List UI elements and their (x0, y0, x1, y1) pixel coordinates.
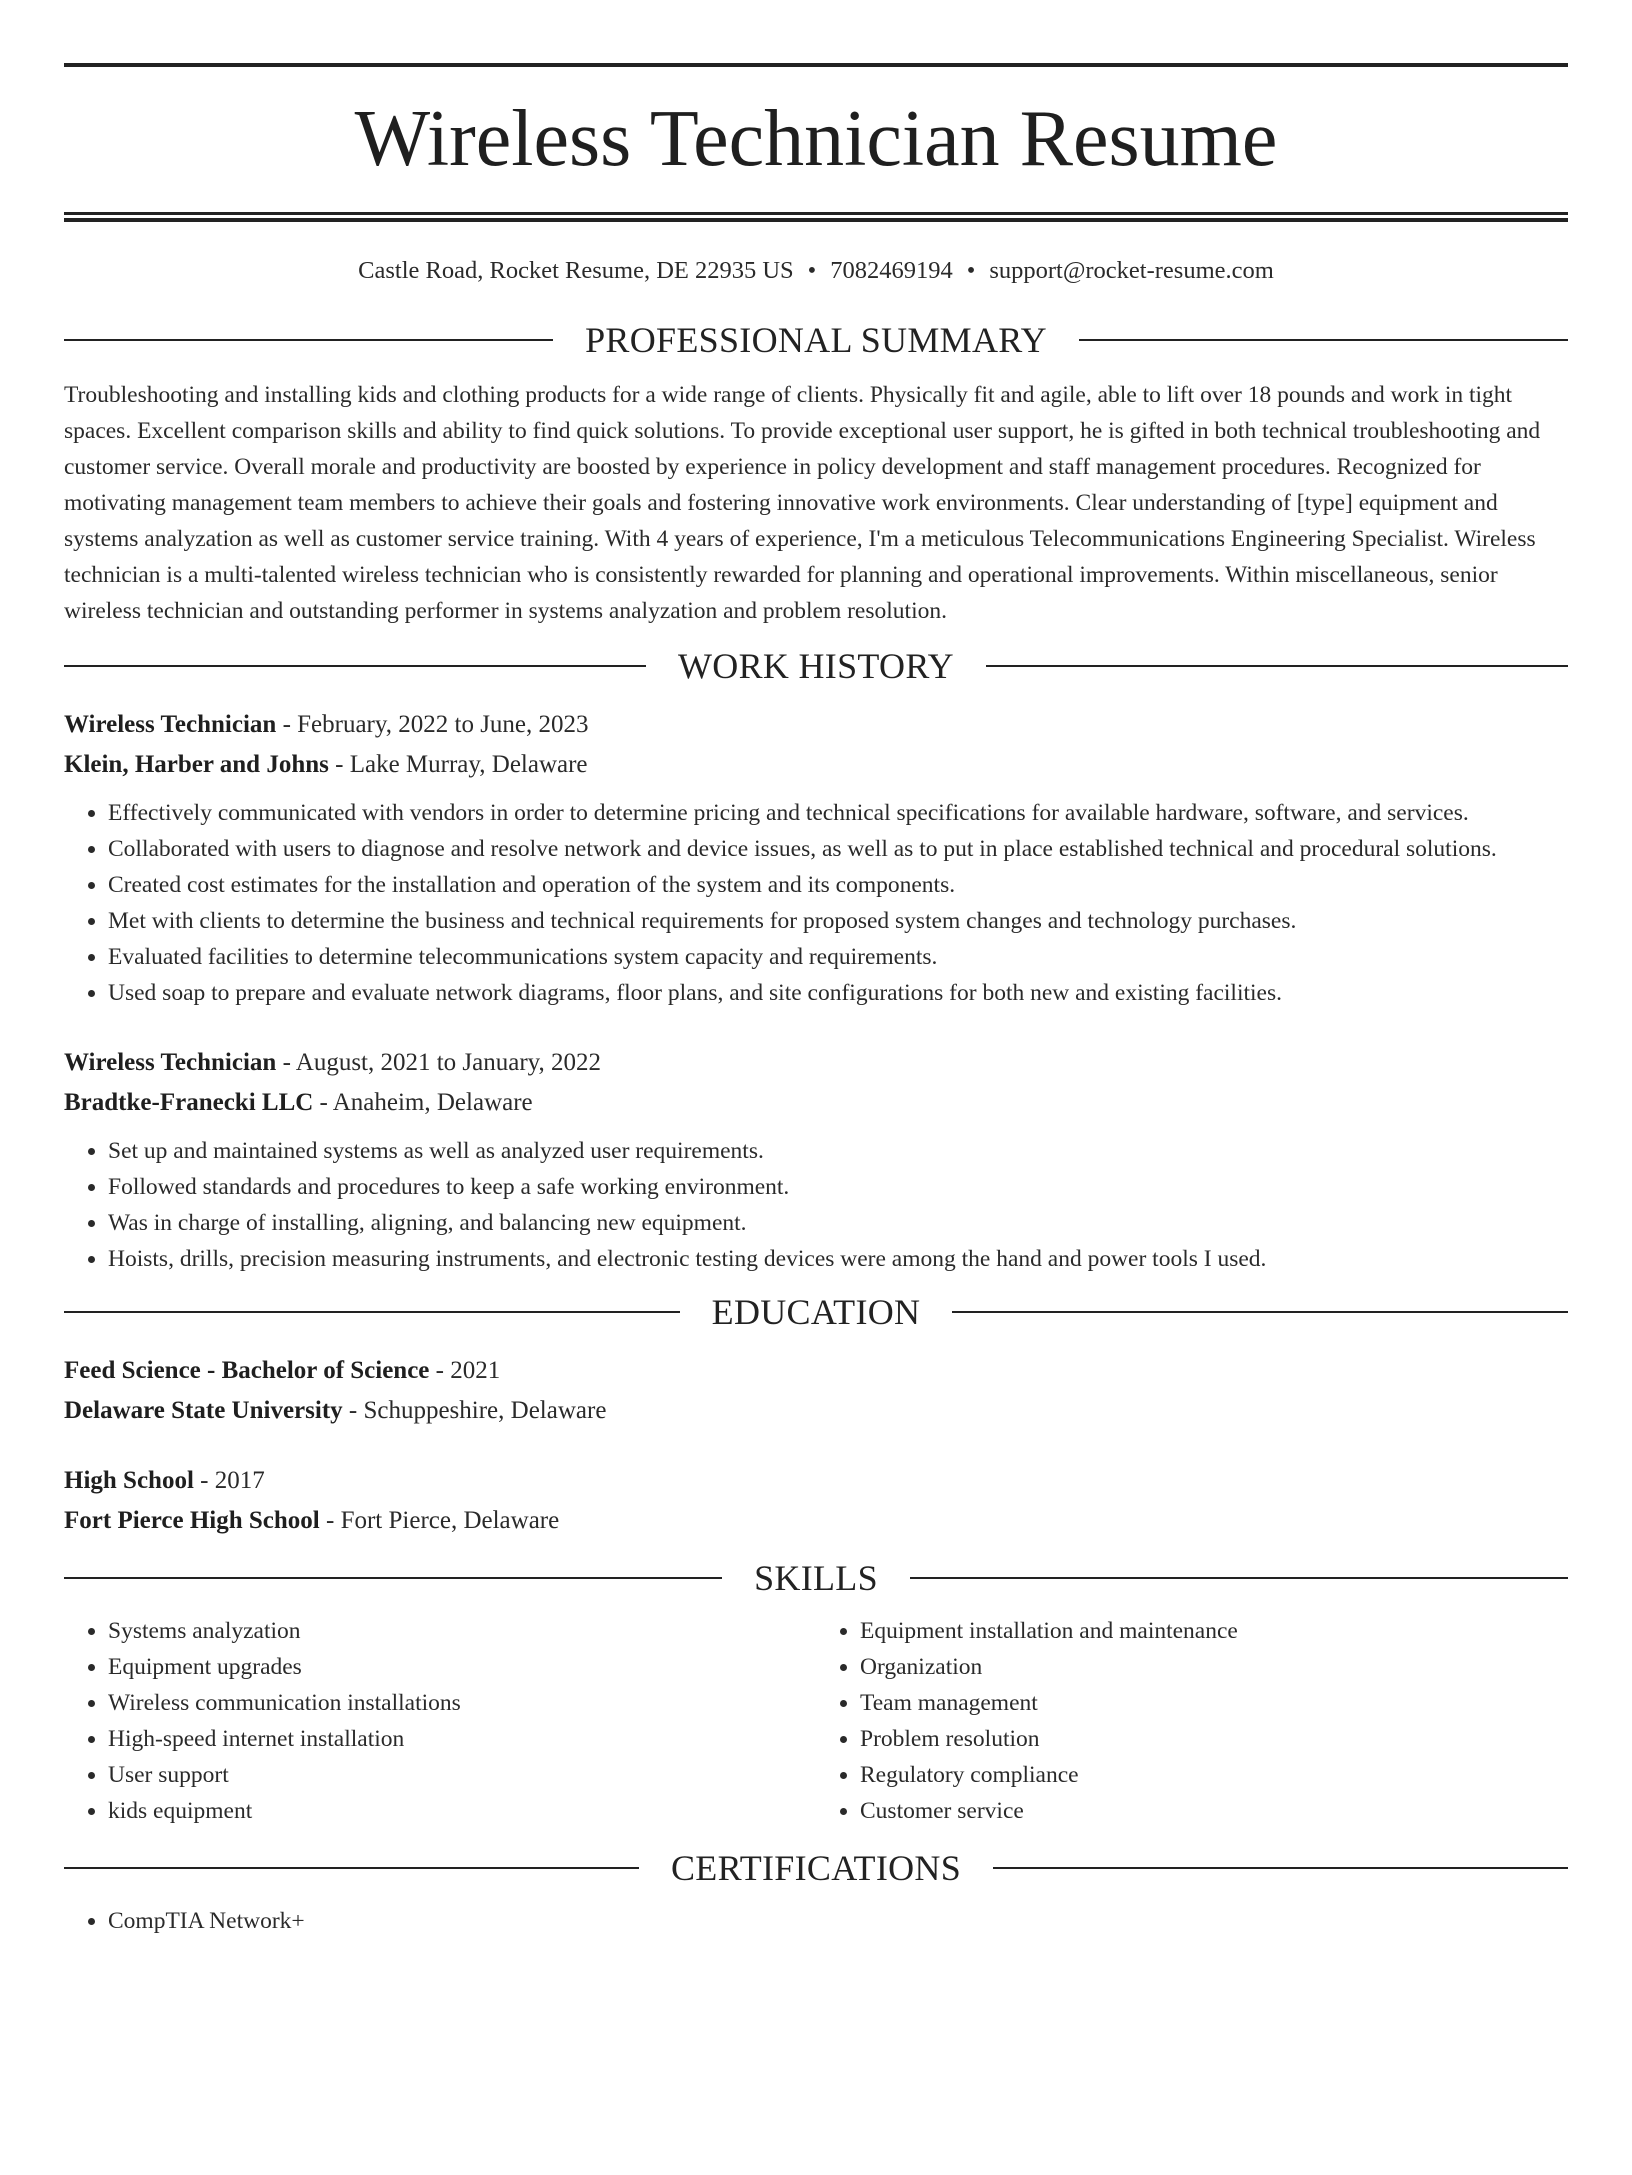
skill-item: • Problem resolution (860, 1721, 1568, 1757)
skill-item: • Team management (860, 1685, 1568, 1721)
job-bullet: • Met with clients to determine the business and technical requirements for proposed system changes and technology purchases. (108, 903, 1568, 939)
resume-title: Wireless Technician Resume (354, 95, 1278, 183)
contact-separator: • (807, 257, 817, 284)
divider-line (64, 339, 553, 341)
certifications-list (64, 1903, 1568, 1939)
contact-email: support@rocket-resume.com (989, 257, 1274, 284)
section-heading-certifications (64, 1843, 1568, 1893)
education-entry (64, 1351, 1568, 1431)
section-title: PROFESSIONAL SUMMARY (585, 320, 1047, 360)
contact-address: Castle Road, Rocket Resume, DE 22935 US (358, 257, 794, 284)
skill-item: • High-speed internet installation (108, 1721, 816, 1757)
skill-item: • Wireless communication installations (108, 1685, 816, 1721)
job-bullet: • Evaluated facilities to determine telecommunications system capacity and requirements. (108, 939, 1568, 975)
job-location: - Anaheim, Delaware (313, 1089, 533, 1116)
education-school-line (64, 1501, 1568, 1541)
skills-column-right (816, 1613, 1568, 1829)
job-role: Wireless Technician (64, 711, 277, 738)
job-company-line (64, 745, 1568, 785)
job-bullet: • Effectively communicated with vendors in order to determine pricing and technical specifications for available hardware, software, and services. (108, 795, 1568, 831)
divider-line (64, 665, 646, 667)
section-title: SKILLS (754, 1558, 878, 1598)
job-company-line (64, 1083, 1568, 1123)
skill-item: • Regulatory compliance (860, 1757, 1568, 1793)
job-bullets (64, 795, 1568, 1011)
education-entry (64, 1461, 1568, 1541)
job-bullet: • Set up and maintained systems as well as analyzed user requirements. (108, 1133, 1568, 1169)
section-heading-summary (64, 315, 1568, 365)
divider-line (986, 665, 1568, 667)
job-entry (64, 1043, 1568, 1277)
contact-separator: • (966, 257, 976, 284)
job-bullet: • Used soap to prepare and evaluate network diagrams, floor plans, and site configurations for both new and existing facilities. (108, 975, 1568, 1011)
job-location: - Lake Murray, Delaware (328, 751, 588, 778)
skills-column-left (64, 1613, 816, 1829)
resume-page (0, 63, 1632, 2175)
section-title: CERTIFICATIONS (670, 1848, 962, 1888)
skill-item: • Customer service (860, 1793, 1568, 1829)
skill-item: • Equipment upgrades (108, 1649, 816, 1685)
divider-line (1079, 339, 1568, 341)
divider-line (910, 1577, 1568, 1579)
contact-line (64, 255, 1568, 287)
section-heading-education (64, 1287, 1568, 1337)
skill-item: • kids equipment (108, 1793, 816, 1829)
education-degree-line (64, 1351, 1568, 1391)
job-bullet: • Hoists, drills, precision measuring instruments, and electronic testing devices were among the hand and power tools I used. (108, 1241, 1568, 1277)
divider-line (64, 1577, 722, 1579)
job-title-line (64, 1043, 1568, 1083)
skill-item: • Equipment installation and maintenance (860, 1613, 1568, 1649)
education-year: - 2021 (429, 1357, 501, 1384)
education-school-line (64, 1391, 1568, 1431)
job-bullet: • Collaborated with users to diagnose and resolve network and device issues, as well as to put in place established technical and procedural solutions. (108, 831, 1568, 867)
education-school: Fort Pierce High School (64, 1507, 320, 1534)
education-degree-line (64, 1461, 1568, 1501)
education-location: - Schuppeshire, Delaware (342, 1397, 607, 1424)
job-bullets (64, 1133, 1568, 1277)
job-role: Wireless Technician (64, 1049, 277, 1076)
job-company: Bradtke-Franecki LLC (64, 1089, 314, 1116)
section-heading-work-history (64, 641, 1568, 691)
skills-grid (64, 1613, 1568, 1829)
divider-line (64, 1867, 639, 1869)
job-company: Klein, Harber and Johns (64, 751, 329, 778)
title-bottom-double-rule (64, 212, 1568, 222)
divider-line (952, 1311, 1568, 1313)
job-dates: - August, 2021 to January, 2022 (276, 1049, 602, 1076)
section-title: WORK HISTORY (678, 646, 954, 686)
job-bullet: • Followed standards and procedures to keep a safe working environment. (108, 1169, 1568, 1205)
job-bullet: • Created cost estimates for the installation and operation of the system and its components. (108, 867, 1568, 903)
education-year: - 2017 (193, 1467, 265, 1494)
certification-item: • CompTIA Network+ (108, 1903, 1568, 1939)
summary-text: Troubleshooting and installing kids and clothing products for a wide range of clients. Physically fit and agile, able to lift over 18 pounds and work in tight spaces. Excellent comparison skills and ability to find quick solutions. To provide exceptional user support, he is gifted in both technical troubleshooting and customer service. Overall morale and productivity are boosted by experience in policy development and staff management procedures. Recognized for motivating management team members to achieve their goals and fostering innovative work environments. Clear understanding of [type] equipment and systems analyzation as well as customer service training. With 4 years of experience, I'm a meticulous Telecommunications Engineering Specialist. Wireless technician is a multi-talented wireless technician who is consistently rewarded for planning and operational improvements. Within miscellaneous, senior wireless technician and outstanding performer in systems analyzation and problem resolution. (64, 382, 1541, 624)
contact-phone: 7082469194 (830, 257, 953, 284)
job-bullet: • Was in charge of installing, aligning, and balancing new equipment. (108, 1205, 1568, 1241)
skill-item: • Organization (860, 1649, 1568, 1685)
divider-line (64, 1311, 680, 1313)
job-entry (64, 705, 1568, 1011)
skill-item: • User support (108, 1757, 816, 1793)
education-school: Delaware State University (64, 1397, 343, 1424)
job-title-line (64, 705, 1568, 745)
education-degree: Feed Science - Bachelor of Science (64, 1357, 430, 1384)
section-title: EDUCATION (711, 1292, 921, 1332)
education-degree: High School (64, 1467, 194, 1494)
section-heading-skills (64, 1553, 1568, 1603)
education-location: - Fort Pierce, Delaware (319, 1507, 560, 1534)
skill-item: • Systems analyzation (108, 1613, 816, 1649)
divider-line (993, 1867, 1568, 1869)
job-dates: - February, 2022 to June, 2023 (276, 711, 589, 738)
